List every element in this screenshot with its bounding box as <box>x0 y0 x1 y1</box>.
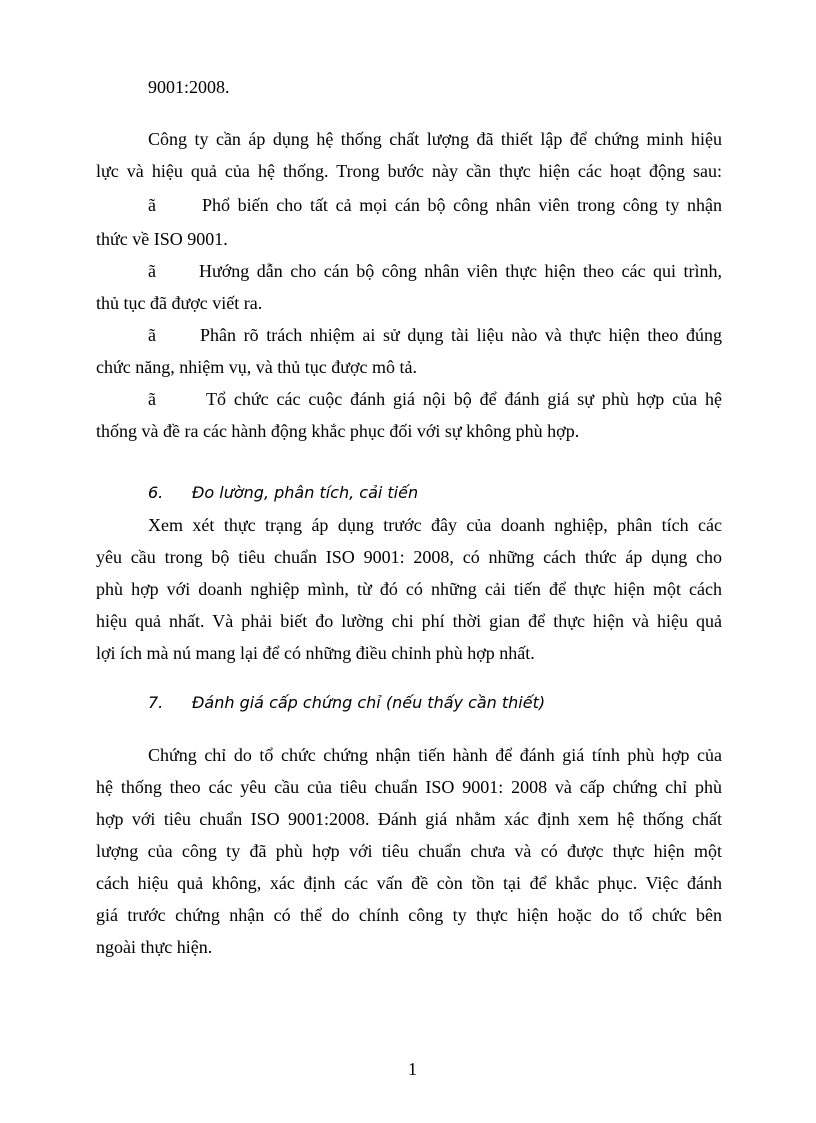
section-6-title: Đo lường, phân tích, cải tiến <box>192 483 419 502</box>
bullet-3-line-2: chức năng, nhiệm vụ, và thủ tục được mô tả. <box>96 357 417 377</box>
section-6-line-2: yêu cầu trong bộ tiêu chuẩn ISO 9001: 2008, có những cách thức áp dụng cho <box>96 547 722 567</box>
section-6-line-4: hiệu quả nhất. Và phải biết đo lường chi phí thời gian để thực hiện và hiệu quả <box>96 611 722 631</box>
bullet-2-line-1: Hướng dẫn cho cán bộ công nhân viên thực hiện theo các qui trình, <box>199 261 722 281</box>
bullet-glyph: ã <box>148 325 156 345</box>
section-7-line-4: lượng của công ty đã phù hợp với tiêu chuẩn chưa và có được thực hiện một <box>96 841 722 861</box>
section-6-line-1: Xem xét thực trạng áp dụng trước đây của doanh nghiệp, phân tích các <box>148 515 722 535</box>
section-7-line-1: Chứng chỉ do tổ chức chứng nhận tiến hành để đánh giá tính phù hợp của <box>148 745 722 765</box>
section-7-title: Đánh giá cấp chứng chỉ (nếu thấy cần thiết) <box>192 693 546 712</box>
page-number: 1 <box>408 1059 417 1079</box>
section-6-line-5: lợi ích mà nú mang lại để có những điều chỉnh phù hợp nhất. <box>96 643 535 663</box>
section-7-line-7: ngoài thực hiện. <box>96 937 213 957</box>
bullet-glyph: ã <box>148 261 156 281</box>
bullet-2-line-2: thủ tục đã được viết ra. <box>96 293 263 313</box>
bullet-1-line-2: thức về ISO 9001. <box>96 229 228 249</box>
section-7-line-3: hợp với tiêu chuẩn ISO 9001:2008. Đánh giá nhằm xác định xem hệ thống chất <box>96 809 722 829</box>
section-7-line-6: giá trước chứng nhận có thể do chính công ty thực hiện hoặc do tổ chức bên <box>96 905 722 925</box>
bullet-4-line-1: Tổ chức các cuộc đánh giá nội bộ để đánh giá sự phù hợp của hệ <box>206 389 722 409</box>
section-7-number: 7. <box>148 693 164 712</box>
bullet-3-line-1: Phân rõ trách nhiệm ai sử dụng tài liệu nào và thực hiện theo đúng <box>200 325 722 345</box>
bullet-1-line-1: Phổ biến cho tất cả mọi cán bộ công nhân viên trong công ty nhận <box>202 195 722 215</box>
bullet-glyph: ã <box>148 195 156 215</box>
bullet-4-line-2: thống và đề ra các hành động khắc phục đối với sự không phù hợp. <box>96 421 580 441</box>
intro-line-1: Công ty cần áp dụng hệ thống chất lượng đã thiết lập để chứng minh hiệu <box>148 129 722 149</box>
continued-text: 9001:2008. <box>148 77 230 97</box>
section-7-line-5: cách hiệu quả không, xác định các vấn đề còn tồn tại để khắc phục. Việc đánh <box>96 873 722 893</box>
intro-line-2: lực và hiệu quả của hệ thống. Trong bước này cần thực hiện các hoạt động sau: <box>96 161 722 181</box>
section-6-number: 6. <box>148 483 164 502</box>
section-7-line-2: hệ thống theo các yêu cầu của tiêu chuẩn ISO 9001: 2008 và cấp chứng chỉ phù <box>96 777 722 797</box>
section-6-line-3: phù hợp với doanh nghiệp mình, từ đó có những cải tiến để thực hiện một cách <box>96 579 722 599</box>
bullet-glyph: ã <box>148 389 156 409</box>
